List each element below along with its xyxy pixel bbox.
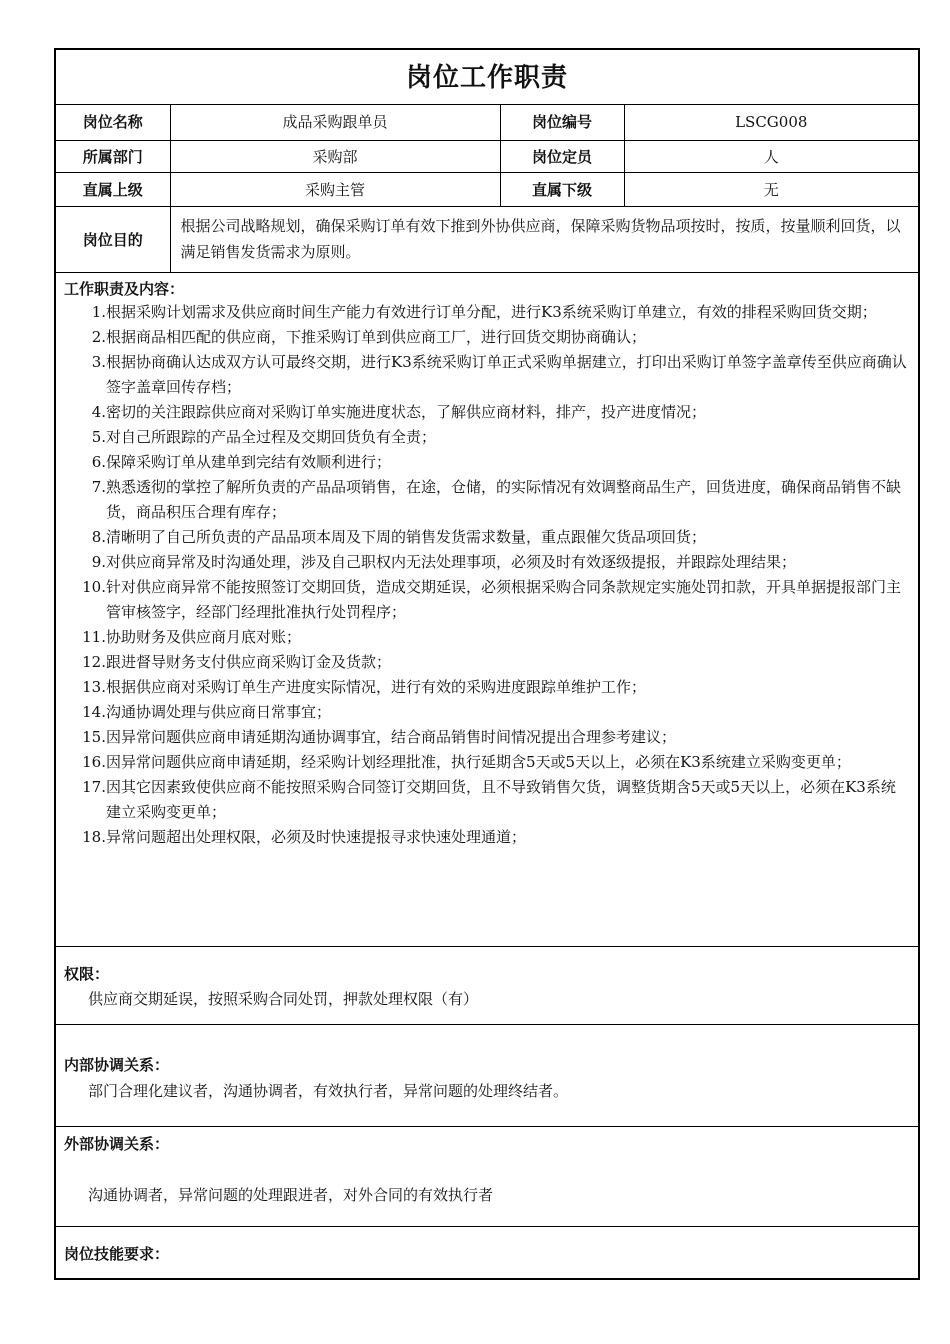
list-item: 12. 跟进督导财务支付供应商采购订金及货款； — [82, 653, 392, 671]
page-title: 岗位工作职责 — [56, 50, 918, 105]
list-item: 15. 因异常问题供应商申请延期沟通协调事宜，结合商品销售时间情况提出合理参考建议； — [82, 728, 677, 746]
supervisor-label: 直属上级 — [56, 172, 170, 206]
list-item: 11. 协助财务及供应商月底对账； — [82, 628, 302, 646]
list-item: 18. 异常问题超出处理权限，必须及时快速提报寻求快速处理通道； — [82, 828, 527, 846]
list-item: 13. 根据供应商对采购订单生产进度实际情况，进行有效的采购进度跟踪单维护工作； — [82, 678, 647, 696]
list-item: 5. 对自己所跟踪的产品全过程及交期回货负有全责； — [91, 428, 437, 446]
supervisor-value: 采购主管 — [170, 172, 500, 206]
info-row — [56, 172, 918, 206]
authority-section — [56, 946, 918, 1024]
department-label: 所属部门 — [56, 140, 170, 172]
subordinate-label: 直属下级 — [500, 172, 624, 206]
info-row — [56, 104, 918, 140]
purpose-text: 根据公司战略规划，确保采购订单有效下推到外协供应商，保障采购货物品项按时，按质，按量顺利回货，以满足销售发货需求为原则。 — [170, 206, 918, 272]
internal-coordination-text: 部门合理化建议者，沟通协调者，有效执行者，异常问题的处理终结者。 — [88, 1082, 569, 1100]
external-coordination-text: 沟通协调者，异常问题的处理跟进者，对外合同的有效执行者 — [88, 1186, 494, 1204]
position-code-value: LSCG008 — [624, 104, 918, 140]
list-item: 8. 清晰明了自己所负责的产品品项本周及下周的销售发货需求数量，重点跟催欠货品项回货； — [91, 528, 707, 546]
list-item: 6. 保障采购订单从建单到完结有效顺利进行； — [91, 453, 392, 471]
duties-section — [56, 272, 918, 946]
authority-text: 供应商交期延误，按照采购合同处罚，押款处理权限（有） — [88, 990, 479, 1008]
purpose-row — [56, 206, 918, 272]
external-coordination-section — [56, 1126, 918, 1226]
internal-coordination-title: 内部协调关系： — [64, 1056, 170, 1074]
info-row — [56, 140, 918, 172]
list-item: 10. 针对供应商异常不能按照签订交期回货，造成交期延误，必须根据采购合同条款规定实施处罚扣款，开具单据提报部门主管审核签字，经部门经理批准执行处罚程序； — [82, 578, 902, 621]
purpose-label: 岗位目的 — [56, 206, 170, 272]
duties-list — [56, 300, 918, 850]
position-name-value: 成品采购跟单员 — [170, 104, 500, 140]
headcount-label: 岗位定员 — [500, 140, 624, 172]
list-item: 4. 密切的关注跟踪供应商对采购订单实施进度状态，了解供应商材料，排产，投产进度情况； — [91, 403, 707, 421]
external-coordination-title: 外部协调关系： — [64, 1135, 170, 1153]
list-item: 7. 熟悉透彻的掌控了解所负责的产品品项销售，在途，仓储，的实际情况有效调整商品生产，回货进度，确保商品销售不缺货，商品积压合理有库存； — [91, 478, 902, 521]
list-item: 9. 对供应商异常及时沟通处理，涉及自己职权内无法处理事项，必须及时有效逐级提报，并跟踪处理结果； — [91, 553, 797, 571]
skills-section — [56, 1226, 918, 1278]
duties-title: 工作职责及内容： — [64, 280, 185, 298]
internal-coordination-section — [56, 1024, 918, 1126]
list-item: 2. 根据商品相匹配的供应商，下推采购订单到供应商工厂，进行回货交期协商确认； — [91, 328, 647, 346]
authority-title: 权限： — [64, 965, 110, 983]
basic-info-table — [56, 104, 918, 273]
headcount-value: 人 — [624, 140, 918, 172]
position-code-label: 岗位编号 — [500, 104, 624, 140]
department-value: 采购部 — [170, 140, 500, 172]
job-description-sheet — [54, 48, 920, 1280]
list-item: 14. 沟通协调处理与供应商日常事宜； — [82, 703, 332, 721]
position-name-label: 岗位名称 — [56, 104, 170, 140]
subordinate-value: 无 — [624, 172, 918, 206]
list-item: 3. 根据协商确认达成双方认可最终交期，进行K3系统采购订单正式采购单据建立，打印出采购订单签字盖章传至供应商确认签字盖章回传存档； — [91, 353, 907, 396]
skills-title: 岗位技能要求： — [64, 1245, 170, 1263]
list-item: 1. 根据采购计划需求及供应商时间生产能力有效进行订单分配，进行K3系统采购订单建立，有效的排程采购回货交期； — [91, 303, 877, 321]
list-item: 16. 因异常问题供应商申请延期，经采购计划经理批准，执行延期含5天或5天以上，必须在K3系统建立采购变更单； — [82, 753, 851, 771]
list-item: 17. 因其它因素致使供应商不能按照采购合同签订交期回货，且不导致销售欠货，调整货期含5天或5天以上，必须在K3系统建立采购变更单； — [82, 778, 896, 821]
